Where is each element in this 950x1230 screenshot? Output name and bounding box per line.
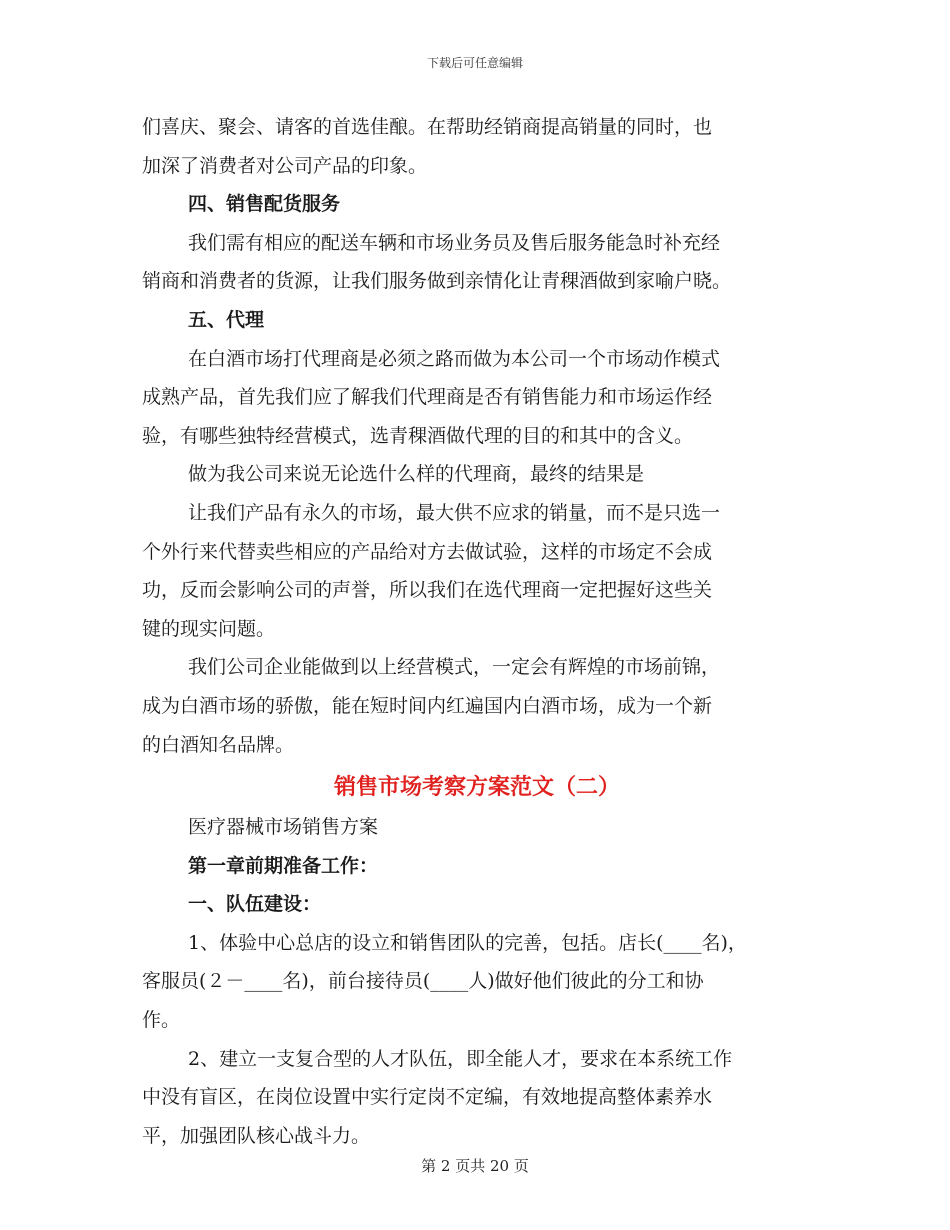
section-heading: 四、销售配货服务 [188,193,341,216]
paragraph-line: 加深了消费者对公司产品的印象。 [142,154,428,177]
paragraph-line: 让我们产品有永久的市场，最大供不应求的销量，而不是只选一 [188,501,721,524]
paragraph-line: 功，反而会影响公司的声誉，所以我们在选代理商一定把握好这些关 [142,579,713,602]
paragraph-line: 我们需有相应的配送车辆和市场业务员及售后服务能急时补充经 [188,231,721,254]
paragraph-line: 中没有盲区，在岗位设置中实行定岗不定编，有效地提高整体素养水 [142,1086,713,1109]
paragraph-line: 平，加强团队核心战斗力。 [142,1124,371,1147]
paragraph-line: 成熟产品，首先我们应了解我们代理商是否有销售能力和市场运作经 [142,386,713,409]
paragraph-line: 销商和消费者的货源，让我们服务做到亲情化让青稞酒做到家喻户晓。 [142,270,732,293]
page-header: 下载后可任意编辑 [426,56,523,70]
section-heading: 五、代理 [188,308,265,331]
paragraph-line: 验，有哪些独特经营模式，选青稞酒做代理的目的和其中的含义。 [142,424,694,447]
page-footer: 第 2 页共 20 页 [421,1157,529,1175]
paragraph-line: 做为我公司来说无论选什么样的代理商，最终的结果是 [188,463,645,486]
paragraph-line: 键的现实问题。 [142,617,276,640]
paragraph-line: 我们公司企业能做到以上经营模式，一定会有辉煌的市场前锦， [188,656,721,679]
paragraph-line: 1、体验中心总店的设立和销售团队的完善，包括。店长(____名)， [188,931,747,954]
text-block-2 [142,808,812,1155]
paragraph-line: 在白酒市场打代理商是必须之路而做为本公司一个市场动作模式 [188,347,721,370]
paragraph-line: 的白酒知名品牌。 [142,733,295,756]
section-heading: 一、队伍建设： [188,893,322,916]
paragraph-line: 客服员(２－____名)，前台接待员(____人)做好他们彼此的分工和协 [142,970,704,993]
text-block-1 [142,108,812,764]
paragraph-line: 们喜庆、聚会、请客的首选佳酿。在帮助经销商提高销量的同时，也 [142,116,713,138]
paragraph-line: 2、建立一支复合型的人才队伍，即全能人才，要求在本系统工作 [188,1047,733,1070]
paragraph-line: 医疗器械市场销售方案 [188,816,379,839]
paragraph-line: 成为白酒市场的骄傲，能在短时间内红遍国内白酒市场，成为一个新 [142,694,713,717]
paragraph-line: 作。 [142,1009,181,1032]
paragraph-line: 个外行来代替卖些相应的产品给对方去做试验，这样的市场定不会成 [142,540,713,563]
section-title: 销售市场考察方案范文（二） [333,775,620,801]
section-heading: 第一章前期准备工作： [188,854,379,877]
document-body [142,108,812,1155]
